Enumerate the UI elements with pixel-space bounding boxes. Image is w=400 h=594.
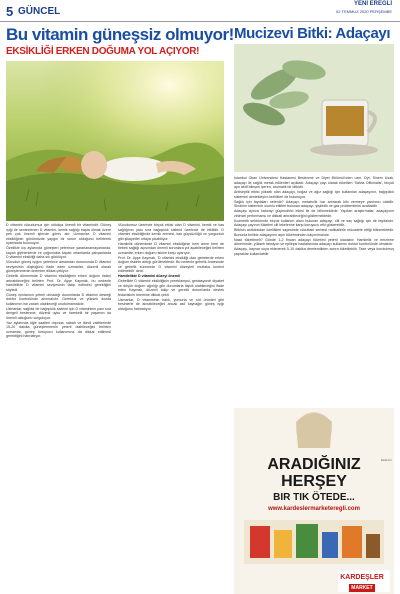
woman-in-grass-illustration: [6, 61, 224, 221]
ad-title-line1: ARADIĞINIZ: [267, 456, 361, 473]
lead-column-2: [118, 223, 224, 594]
ad-credit: Reklam: [380, 458, 392, 462]
paragraph: Vücudun güneş ışığını yeterince almaması durumunda D vitamini seviyesinin düştüğünü ifade eden uzmanlar, düzenli olarak güneşlenmenin önemine dikkat çekiyor.: [6, 260, 111, 273]
page-number: 5: [6, 4, 14, 19]
paragraph: İstanbul Okan Üniversitesi Hastanesi Beslenme ve Diyet Bölümü'nden uzm. Dyt. Sinem Usak, adaçayı ile sağlık merak edilenleri açıkladı. Adaçayı çayı olarak tüketilen 'Salvia Officinalis', birçok ayrı aktif bileşen içeren, aromatik bir bitkidir.: [234, 176, 394, 189]
lead-photo: [6, 61, 224, 221]
paragraph: Özellikle kış aylarında güneşten yeterince yararlanamayanlarda, kapalı giyinenlerde ve çoğunlukla kapalı ortamlarda çalışanlarda D vitamini eksikliği daha sık görülüyor.: [6, 246, 111, 259]
paragraph: D vitamini vücudumuz için oldukça önemli bir vitamindir. Güneş ışığı ile sentezlenen D vitamini, kemik sağlığı başta olmak üzere pek çok önemli işlevde görev alır. Uzmanlar, D vitamini eksikliğinin günümüzde yaygın bir sorun olduğunu belirterek uyarılarda bulunuyor.: [6, 223, 111, 245]
sage-tea-illustration: [234, 44, 394, 172]
paragraph: Vücudumuz üzerinde birçok etkisi olan D vitamini, kemik ve kas sağlığının yanı sıra bağışıklık sistemi üzerinde de etkilidir. D vitamini eksikliğinde kemik erimesi, kas güçsüzlüğü ve yorgunluk gibi şikayetler ortaya çıkabiliyor.: [118, 223, 224, 241]
subhead: Hamilelikte D vitamini düzeyi önemli: [118, 274, 180, 278]
paragraph: Prof. Dr. Ayşe Kaymak, 'D vitamini eksikliği olan gebelerde erken doğum riskinin arttığı görülmektedir. Bu nedenle gebelik öncesinde ve gebelik sürecinde D vitamini düzeyleri mutlaka kontrol edilmelidir' dedi.: [118, 255, 224, 273]
paragraph: Uzmanlar, sağlıklı bir bağışıklık sistemi için D vitamininin yanı sıra dengeli beslenme, düzenli uyku ve hareketli bir yaşamın da önemli olduğunu vurguluyor.: [6, 306, 111, 320]
issue-date: 02 TEMMUZ 2020 PERŞEMBE: [336, 9, 392, 14]
market-advertisement[interactable]: [234, 408, 394, 594]
right-headline: Mucizevi Bitki: Adaçayı: [234, 25, 391, 42]
ad-title: [234, 456, 394, 490]
paragraph: Adaçayı ayrıca hafızayı güçlendirici etkisi ile de bilinmektedir. Yapılan araştırmalar, adaçayının zihinsel performansı ve dikkati artırabileceğini göstermektedir.: [234, 209, 394, 218]
paragraph: Adaçayı, kaynar suya eklenerek 5-10 dakika demlendikten sonra tüketilebilir. Taze veya kurutulmuş yapraklar kullanılabilir.: [234, 247, 394, 256]
paragraph: Kozmetik sektöründe birçok kullanım alanı bulunan adaçayı, cilt ve saç sağlığı için de faydalıdır. Adaçayı çayının tüketimi cilt lekelerine karşı koruyucu etki gösterebilir.: [234, 218, 394, 227]
paragraph: Uzmanlar, D vitamininin balık, yumurta ve süt ürünleri gibi besinlerle de alınabileceğini ancak asıl kaynağın güneş ışığı olduğunu hatırlatıyor.: [118, 297, 224, 311]
paragraph: Hamilelik döneminde D vitamini eksikliğinin hem anne hem de bebek sağlığı açısından önemli sorunlara yol açabileceğini belirten uzmanlar, erken doğum riskine karşı uyarıyor.: [118, 241, 224, 255]
lead-column-1: [6, 223, 111, 594]
paragraph: Gebelikte D vitamini eksikliğinin preeklampsi, gestasyonel diyabet ve düşük doğum ağırlığı gibi durumlarla ilişkili olabileceğini ifade eden Kaymak, düzenli takip ve gerekli durumlarda destek tedavisinin önemine dikkat çekti.: [118, 279, 224, 297]
paragraph: Nasıl tüketilmeli? Günde 1-2 fincan adaçayı tüketimi yeterli olacaktır. Hamilelik ve emzirme döneminde, yüksek tansiyon ve epilepsi hastalarında adaçayı kullanımı doktor kontrolünde olmalıdır.: [234, 237, 394, 246]
paragraph: Gebelik döneminde D vitamini eksikliğinin erken doğum riskini artırabileceğini belirten Prof. Dr. Ayşe Kaymak, bu nedenle hamilelikte D vitamini seviyesinin takip edilmesi gerektiğini söyledi.: [6, 274, 111, 292]
paragraph: Yaz aylarında öğle saatleri dışında, sabah ve ikindi vakitlerinde 15-20 dakika güneşlenmenin yeterli olabileceğini belirten uzmanlar, güneş koruyucu kullanımına da dikkat edilmesi gerektiğini hatırlatıyor.: [6, 320, 111, 338]
right-article-column: [234, 176, 394, 406]
paragraph: Antiseptik etkisi yüksek olan adaçayı, boğaz ve ağız sağlığı için kullanılan adaçayının, bağışıklık sistemini destekleyici özellikleri de bulunuyor.: [234, 190, 394, 199]
page-header: [0, 0, 400, 22]
ad-brand-logo: KARDEŞLER: [340, 574, 384, 581]
ad-market-badge: MARKET: [349, 584, 375, 592]
lead-headline: Bu vitamin güneşsiz olmuyor!: [6, 25, 234, 44]
lead-subheadline: EKSİKLİĞİ ERKEN DOĞUMA YOL AÇIYOR!: [6, 46, 200, 57]
paragraph: Bitkinin antioksidan özellikleri sayesinde vücuttaki serbest radikallerle mücadele ettiği bilinmektedir. Bununla birlikte adaçayının aşırı tüketiminden kaçınılmalıdır.: [234, 228, 394, 237]
ad-url-link[interactable]: www.kardeslermarketeregli.com: [268, 506, 360, 512]
paragraph: Güneş ışınlarının yeterli olmadığı durumlarda D vitamini desteği doktor kontrolünde alınmalıdır. Gereksiz ve yüksek dozda kullanımın ise zararlı olabileceği unutulmamalıdır.: [6, 292, 111, 306]
ad-subtitle: BIR TIK ÖTEDE...: [273, 492, 355, 503]
section-name: GÜNCEL: [18, 6, 61, 17]
newspaper-name: YENİ EREĞLİ: [353, 1, 392, 7]
sage-photo: [234, 44, 394, 172]
paragraph: Sağlık için faydaları nelerdir? Adaçayı, metabolik hızı artırarak kilo vermeye yardımcı olabilir. Sindirim sistemine olumlu etkileri bulunan adaçayı, şişkinlik ve gaz problemlerini azaltabilir.: [234, 199, 394, 208]
ad-title-line2: HERŞEY: [281, 473, 347, 490]
